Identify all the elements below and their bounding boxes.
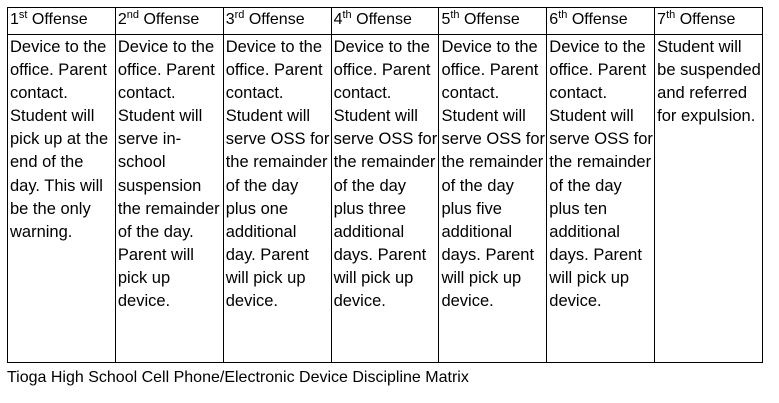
header-offense-6: [547, 8, 655, 35]
table-caption: Tioga High School Cell Phone/Electronic Device Discipline Matrix: [7, 369, 469, 386]
offense-label: Offense: [143, 11, 200, 28]
ordinal-suffix: nd: [126, 9, 140, 21]
offense-number: 2: [117, 11, 127, 28]
offense-number: 7: [657, 11, 667, 28]
offense-label: Offense: [571, 11, 628, 28]
offense-label: Offense: [31, 11, 88, 28]
ordinal-suffix: st: [18, 9, 28, 21]
offense-label: Offense: [356, 11, 412, 28]
consequence-cell-2: Device to the office. Parent contact. Student will serve in-school suspension the remainder of the day. Parent will pick up device.: [115, 35, 223, 363]
discipline-matrix-table: [7, 7, 763, 363]
ordinal-suffix: rd: [234, 9, 245, 21]
consequence-cell-7: Student will be suspended and referred for expulsion.: [655, 35, 763, 363]
consequence-cell-5: Device to the office. Parent contact. Student will serve OSS for the remainder of the day plus five additional days. Parent will pick up device.: [439, 35, 547, 363]
offense-number: 4: [333, 11, 343, 28]
ordinal-suffix: th: [666, 9, 676, 21]
ordinal-suffix: th: [342, 9, 352, 21]
ordinal-suffix: th: [450, 9, 460, 21]
ordinal-suffix: th: [558, 9, 568, 21]
offense-number: 5: [441, 11, 451, 28]
header-offense-3: [223, 8, 331, 35]
consequence-cell-3: Device to the office. Parent contact. Student will serve OSS for the remainder of the day plus one additional day. Parent will pick up device.: [223, 35, 331, 363]
offense-label: Offense: [248, 11, 305, 28]
consequence-cell-1: Device to the office. Parent contact. Student will pick up at the end of the day. This will be the only warning.: [8, 35, 116, 363]
header-offense-5: [439, 8, 547, 35]
offense-number: 3: [225, 11, 235, 28]
consequence-row: [8, 35, 763, 363]
consequence-cell-4: Device to the office. Parent contact. Student will serve OSS for the remainder of the day plus three additional days. Parent will pick up device.: [331, 35, 439, 363]
offense-number: 6: [549, 11, 559, 28]
header-offense-1: [8, 8, 116, 35]
offense-label: Offense: [679, 11, 736, 28]
consequence-cell-6: Device to the office. Parent contact. Student will serve OSS for the remainder of the day plus ten additional days. Parent will pick up device.: [547, 35, 655, 363]
offense-number: 1: [10, 11, 19, 28]
offense-label: Offense: [463, 11, 520, 28]
header-offense-4: [331, 8, 439, 35]
header-row: [8, 8, 763, 35]
header-offense-7: [655, 8, 763, 35]
header-offense-2: [115, 8, 223, 35]
